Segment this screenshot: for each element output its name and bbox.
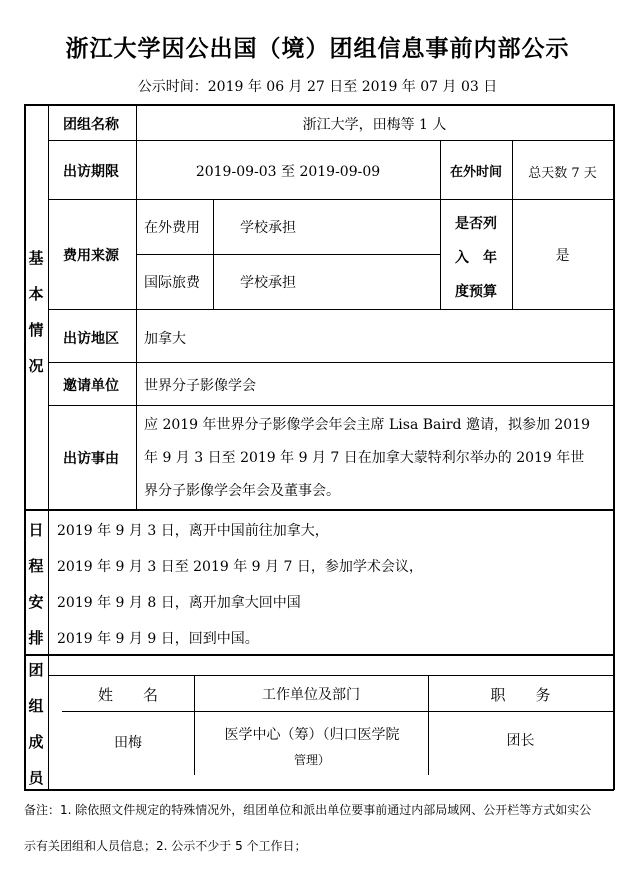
region-value: 加拿大 (144, 331, 186, 347)
budget-label: 是否列 入 年 度预算 (455, 216, 497, 300)
inviter-value: 世界分子影像学会 (144, 378, 256, 394)
member-unit: 医学中心（筹）（归口医学院 管理） (224, 727, 400, 767)
abroad-time-value: 总天数 7 天 (528, 166, 597, 181)
travel-cost-label: 国际旅费 (144, 275, 200, 291)
schedule-list (57, 513, 423, 657)
reason-value: 应 2019 年世界分子影像学会年会主席 Lisa Baird 邀请，拟参加 2019 年 9 月 3 日至 2019 年 9 月 7 日在加拿大蒙特利尔举办的 2019 年世 界分子影像学会年会及董事会。 (144, 417, 591, 499)
header-position: 职 务 (490, 686, 551, 704)
abroad-time-label: 在外时间 (449, 165, 502, 180)
schedule-section-label: 日 程 安 排 (28, 521, 44, 647)
list-item: 2019 年 9 月 9 日，回到中国。 (57, 631, 259, 647)
abroad-cost-value: 学校承担 (240, 220, 296, 236)
notice-period: 公示时间：2019 年 06 月 27 日至 2019 年 07 月 03 日 (137, 79, 498, 95)
group-name-label: 团组名称 (63, 117, 119, 133)
inviter-label: 邀请单位 (63, 378, 119, 394)
period-label: 出访期限 (63, 164, 119, 180)
header-unit: 工作单位及部门 (262, 687, 360, 703)
funding-label: 费用来源 (63, 248, 119, 264)
list-item: 2019 年 9 月 3 日，离开中国前往加拿大， (57, 523, 329, 539)
list-item: 2019 年 9 月 3 日至 2019 年 9 月 7 日，参加学术会议， (57, 559, 423, 575)
group-name-value: 浙江大学，田梅等 1 人 (302, 117, 447, 133)
region-label: 出访地区 (63, 331, 119, 347)
page-title: 浙江大学因公出国（境）团组信息事前内部公示 (65, 36, 570, 62)
period-value: 2019-09-03 至 2019-09-09 (195, 164, 381, 180)
list-item: 2019 年 9 月 8 日，离开加拿大回中国 (57, 595, 301, 611)
basic-section-label: 基 本 情 况 (28, 249, 44, 375)
members-section-label: 团 组 成 员 (28, 661, 44, 787)
budget-value: 是 (555, 248, 570, 264)
header-name: 姓 名 (97, 686, 158, 704)
member-name: 田梅 (114, 735, 142, 751)
remarks: 备注：1. 除依照文件规定的特殊情况外，组团单位和派出单位要事前通过内部局域网、公开栏等方式如实公 示有关团组和人员信息；2. 公示不少于 5 个工作日； (24, 803, 592, 853)
member-position: 团长 (506, 733, 535, 749)
abroad-cost-label: 在外费用 (144, 220, 200, 236)
reason-label: 出访事由 (63, 451, 119, 467)
travel-cost-value: 学校承担 (240, 275, 296, 291)
